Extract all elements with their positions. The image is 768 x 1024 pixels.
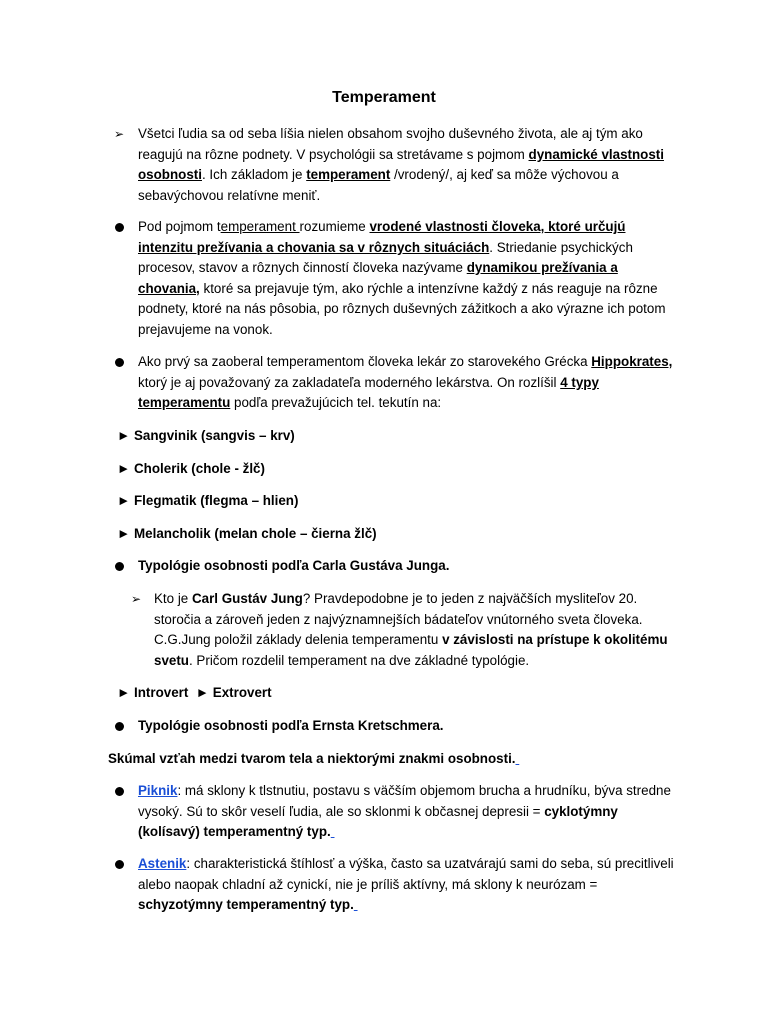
black-right-triangle-icon: ►: [117, 428, 131, 443]
introvert-label: Introvert: [134, 685, 189, 700]
term-dynamic-properties: dynamické vlastnosti osobnosti: [138, 146, 664, 183]
paragraph-astenik: Astenik: charakteristická štíhlosť a výška, často sa uzatvárajú sami do seba, sú precitliveli alebo naopak chladní až cynickí, nie je príliš aktívny, má sklony k neurózam = schyzotýmny temperamentný typ.: [138, 856, 674, 913]
document-title: Temperament: [332, 89, 436, 106]
type-item: ► Melancholik (melan chole – čierna žlč): [117, 526, 377, 541]
term-innate-properties: vrodené vlastnosti človeka, ktoré určujú intenzitu prežívania a chovania sa v rôznych situáciách: [138, 219, 626, 255]
paragraph-piknik: Piknik: má sklony k tlstnutiu, postavu s väčším objemom brucha a hrudníku, býva stredne vysoký. Sú to skôr veselí ľudia, ale so sklonmi k občasnej depresii = cyklotýmny (kolísavý) temperamentný typ.: [138, 783, 671, 840]
black-right-triangle-icon: ►: [117, 493, 131, 508]
kretschmer-intro: Skúmal vzťah medzi tvarom tela a niektorými znakmi osobnosti.: [108, 751, 516, 766]
type-item: ► Sangvinik (sangvis – krv): [117, 428, 295, 443]
term-four-types: 4 typy temperamentu: [138, 374, 599, 411]
term-temperament: temperament: [306, 167, 391, 183]
type-item: ► Flegmatik (flegma – hlien): [117, 493, 299, 508]
term-dynamics: dynamikou prežívania a chovania,: [138, 260, 618, 296]
term-hippokrates: Hippokrates,: [591, 354, 673, 369]
black-dot-icon: [115, 722, 124, 731]
black-dot-icon: [115, 860, 124, 869]
paragraph-definition: Pod pojmom temperament rozumieme vrodené vlastnosti človeka, ktoré určujú intenzitu prežívania a chovania sa v rôznych situáciách. Striedanie psychických procesov, stavov a rôznych činností človeka nazývame dynamikou prežívania a chovania, ktoré sa prejavuje tým, ako rýchle a intenzívne každý z nás reaguje na rôzne podnety, ktoré na nás pôsobia, po rôznych duševných zážitkoch a ako výrazne ich potom prejavujeme na vonok.: [138, 219, 666, 337]
paragraph-jung: Kto je Carl Gustáv Jung? Pravdepodobne je to jeden z najväčších mysliteľov 20. storočia a zároveň jeden z najvýznamnejších bádateľov vnútorného sveta človeka. C.G.Jung položil základy delenia temperamentu v závislosti na prístupe k okolitému svetu. Pričom rozdelil temperament na dve základné typológie.: [154, 591, 668, 668]
paragraph-hippokrates: Ako prvý sa zaoberal temperamentom človeka lekár zo starovekého Grécka Hippokrates, ktorý je aj považovaný za zakladateľa moderného lekárstva. On rozlíšil 4 typy temperamentu podľa prevažujúcich tel. tekutín na:: [138, 354, 673, 411]
black-dot-icon: [115, 358, 124, 367]
jung-typology-line: [117, 683, 272, 704]
black-right-triangle-icon: ►: [195, 685, 210, 700]
black-dot-icon: [115, 787, 124, 796]
astenik-link[interactable]: Astenik: [138, 856, 187, 871]
term-jung: Carl Gustáv Jung: [191, 591, 303, 606]
hollow-right-arrow-icon: ➢: [114, 127, 125, 141]
extrovert-label: Extrovert: [212, 685, 272, 700]
black-right-triangle-icon: ►: [117, 461, 131, 476]
type-item: ► Cholerik (chole - žlč): [117, 461, 265, 476]
hollow-right-arrow-icon: ➢: [131, 592, 142, 606]
black-right-triangle-icon: ►: [117, 526, 131, 541]
paragraph-intro: Všetci ľudia sa od seba líšia nielen obsahom svojho duševného života, ale aj tým ako reagujú na rôzne podnety. V psychológii sa stretávame s pojmom dynamické vlastnosti osobnosti. Ich základom je temperament /vrodený/, aj keď sa môže výchovou a sebavýchovou relatívne meniť.: [138, 126, 664, 203]
piknik-link[interactable]: Piknik: [138, 783, 178, 798]
term-world-approach: v závislosti na prístupe k okolitému svetu: [154, 632, 668, 668]
kretschmer-heading: Typológie osobnosti podľa Ernsta Kretschmera.: [138, 718, 444, 733]
black-dot-icon: [115, 562, 124, 571]
black-right-triangle-icon: ►: [117, 685, 131, 700]
black-dot-icon: [115, 223, 124, 232]
jung-heading: Typológie osobnosti podľa Carla Gustáva Junga.: [138, 558, 450, 573]
